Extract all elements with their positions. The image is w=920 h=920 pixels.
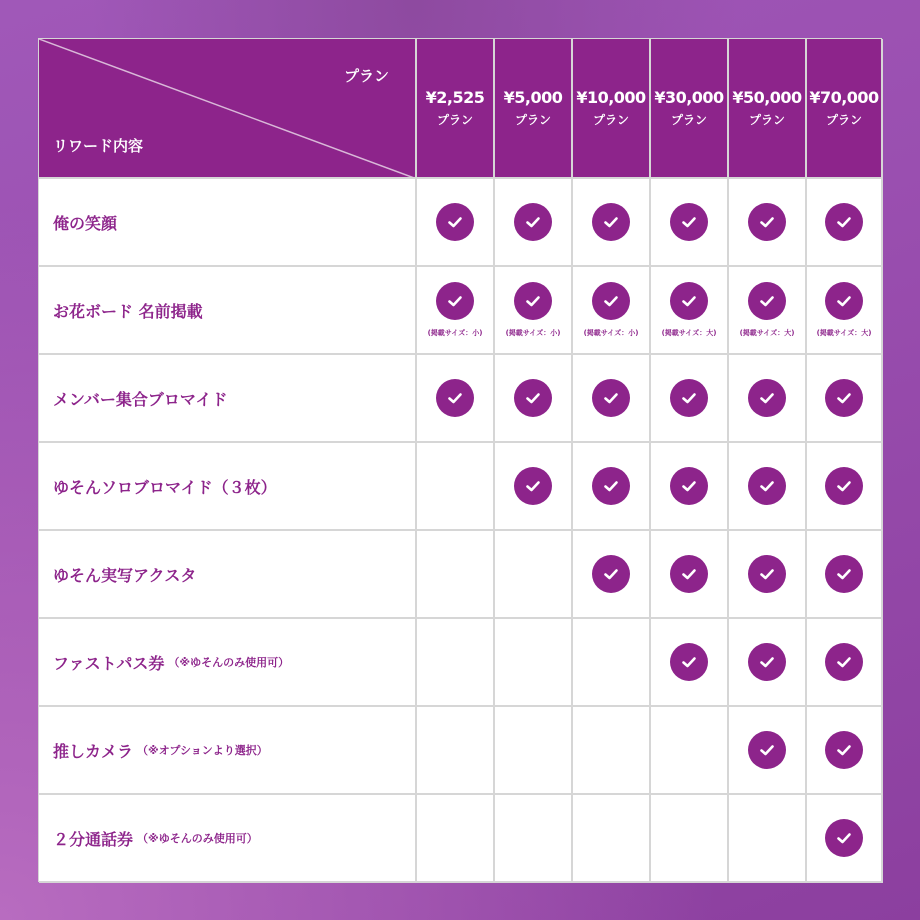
reward-plan-cell (573, 355, 651, 443)
reward-plan-cell (807, 795, 883, 883)
reward-plan-cell (417, 355, 495, 443)
reward-plan-cell (807, 267, 883, 355)
reward-plan-cell (495, 443, 573, 531)
check-circle-icon (436, 282, 474, 320)
reward-plan-cell (495, 267, 573, 355)
reward-comparison-table (38, 38, 882, 882)
reward-plan-cell (417, 179, 495, 267)
plan-price: ¥2,525 (425, 88, 485, 107)
reward-plan-cell (729, 179, 807, 267)
plan-header (573, 39, 651, 179)
reward-plan-cell (651, 795, 729, 883)
reward-label (39, 531, 417, 619)
check-circle-icon (436, 203, 474, 241)
reward-plan-cell (729, 707, 807, 795)
reward-plan-cell (729, 531, 807, 619)
reward-plan-cell (651, 179, 729, 267)
reward-name: メンバー集合ブロマイド (53, 389, 228, 409)
reward-plan-cell (729, 795, 807, 883)
check-circle-icon (748, 555, 786, 593)
check-circle-icon (592, 555, 630, 593)
plan-price: ¥50,000 (732, 88, 802, 107)
reward-plan-cell (573, 619, 651, 707)
reward-plan-cell (729, 355, 807, 443)
reward-name: ２分通話券 (53, 829, 134, 849)
check-circle-icon (436, 379, 474, 417)
listing-size-note: (掲載サイズ：小) (427, 329, 483, 337)
plan-header (807, 39, 883, 179)
reward-plan-cell (573, 179, 651, 267)
check-circle-icon (748, 467, 786, 505)
check-circle-icon (592, 282, 630, 320)
reward-plan-cell (807, 355, 883, 443)
reward-name: ファストパス券 (53, 653, 165, 673)
reward-plan-cell (495, 707, 573, 795)
reward-name: お花ボード 名前掲載 (53, 301, 203, 321)
check-circle-icon (670, 379, 708, 417)
check-circle-icon (514, 282, 552, 320)
check-circle-icon (748, 379, 786, 417)
reward-plan-cell (729, 267, 807, 355)
plan-header (417, 39, 495, 179)
listing-size-note: (掲載サイズ：小) (505, 329, 561, 337)
reward-plan-cell (573, 443, 651, 531)
plan-price: ¥70,000 (809, 88, 879, 107)
check-circle-icon (514, 379, 552, 417)
check-circle-icon (825, 643, 863, 681)
check-circle-icon (592, 379, 630, 417)
plan-unit: プラン (825, 113, 862, 127)
check-circle-icon (825, 282, 863, 320)
reward-plan-cell (417, 795, 495, 883)
reward-axis-label: リワード内容 (53, 137, 144, 155)
listing-size-note: (掲載サイズ：大) (739, 329, 795, 337)
reward-plan-cell (417, 267, 495, 355)
reward-plan-cell (807, 443, 883, 531)
reward-plan-cell (807, 707, 883, 795)
check-circle-icon (514, 467, 552, 505)
reward-plan-cell (729, 619, 807, 707)
reward-note: （※ゆそんのみ使用可） (168, 656, 290, 669)
reward-plan-cell (651, 443, 729, 531)
check-circle-icon (670, 282, 708, 320)
reward-plan-cell (573, 707, 651, 795)
reward-plan-cell (651, 531, 729, 619)
reward-plan-cell (729, 443, 807, 531)
plan-unit: プラン (592, 113, 629, 127)
reward-plan-cell (573, 267, 651, 355)
check-circle-icon (670, 643, 708, 681)
listing-size-note: (掲載サイズ：大) (816, 329, 872, 337)
reward-name: ゆそんソロブロマイド（３枚） (53, 477, 277, 497)
reward-plan-cell (651, 355, 729, 443)
reward-plan-cell (573, 531, 651, 619)
reward-plan-cell (417, 531, 495, 619)
check-circle-icon (825, 203, 863, 241)
check-circle-icon (748, 203, 786, 241)
check-circle-icon (825, 467, 863, 505)
reward-plan-cell (495, 531, 573, 619)
check-circle-icon (748, 731, 786, 769)
reward-plan-cell (495, 795, 573, 883)
table-corner-header (39, 39, 417, 179)
check-circle-icon (514, 203, 552, 241)
reward-label (39, 355, 417, 443)
plan-axis-label: プラン (343, 67, 389, 85)
reward-name: 俺の笑顔 (53, 213, 118, 233)
plan-unit: プラン (436, 113, 473, 127)
check-circle-icon (748, 643, 786, 681)
check-circle-icon (592, 203, 630, 241)
reward-plan-cell (651, 267, 729, 355)
reward-plan-cell (807, 619, 883, 707)
reward-plan-cell (807, 179, 883, 267)
reward-label (39, 179, 417, 267)
check-circle-icon (825, 379, 863, 417)
check-circle-icon (748, 282, 786, 320)
reward-label (39, 619, 417, 707)
plan-unit: プラン (748, 113, 785, 127)
plan-header (729, 39, 807, 179)
reward-plan-cell (495, 355, 573, 443)
plan-header (651, 39, 729, 179)
reward-plan-cell (417, 707, 495, 795)
listing-size-note: (掲載サイズ：大) (661, 329, 717, 337)
reward-name: ゆそん実写アクスタ (53, 565, 197, 585)
reward-label (39, 707, 417, 795)
check-circle-icon (825, 555, 863, 593)
reward-plan-cell (651, 619, 729, 707)
reward-plan-cell (495, 619, 573, 707)
reward-plan-cell (417, 443, 495, 531)
reward-name: 推しカメラ (53, 741, 134, 761)
plan-price: ¥5,000 (503, 88, 563, 107)
plan-price: ¥10,000 (576, 88, 646, 107)
reward-plan-cell (495, 179, 573, 267)
check-circle-icon (670, 467, 708, 505)
check-circle-icon (670, 555, 708, 593)
reward-plan-cell (807, 531, 883, 619)
plan-price: ¥30,000 (654, 88, 724, 107)
plan-header (495, 39, 573, 179)
reward-plan-cell (573, 795, 651, 883)
check-circle-icon (825, 731, 863, 769)
reward-note: （※オプションより選択） (137, 744, 268, 757)
diagonal-divider (39, 39, 417, 179)
check-circle-icon (592, 467, 630, 505)
reward-plan-cell (417, 619, 495, 707)
reward-label (39, 267, 417, 355)
reward-note: （※ゆそんのみ使用可） (137, 832, 258, 845)
plan-unit: プラン (514, 113, 551, 127)
reward-plan-cell (651, 707, 729, 795)
reward-label (39, 443, 417, 531)
check-circle-icon (670, 203, 708, 241)
reward-label (39, 795, 417, 883)
plan-unit: プラン (670, 113, 707, 127)
listing-size-note: (掲載サイズ：小) (583, 329, 639, 337)
check-circle-icon (825, 819, 863, 857)
